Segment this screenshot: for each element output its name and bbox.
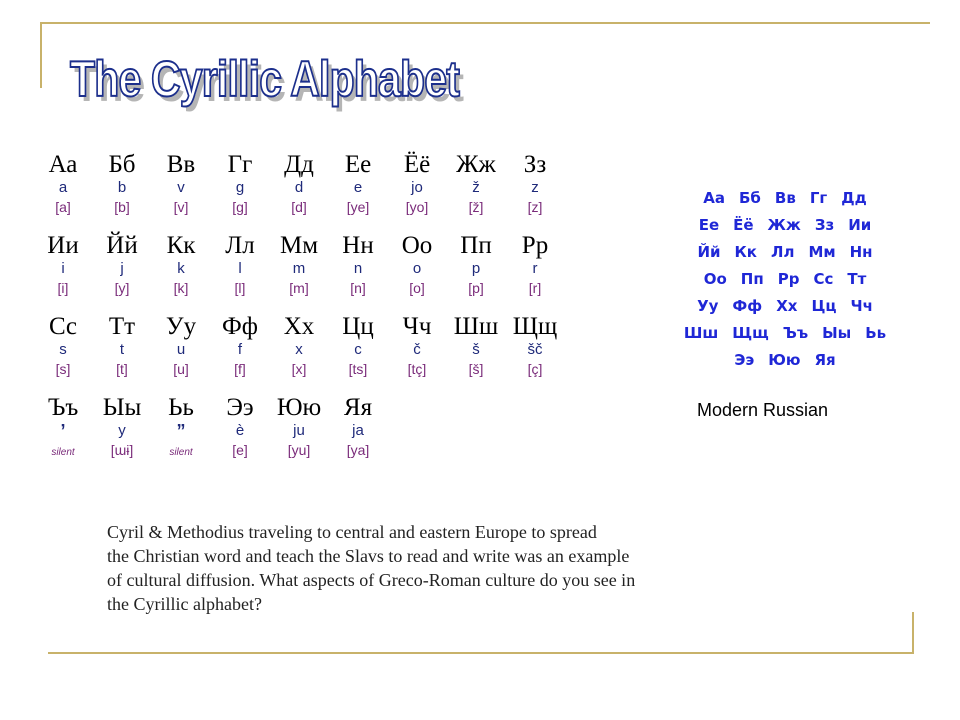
- pronunciation: [s]: [55, 361, 71, 377]
- russian-letter: Тт: [847, 270, 867, 288]
- russian-letter: Ии: [848, 216, 872, 234]
- pronunciation: [a]: [55, 199, 71, 215]
- letter-cell: [270, 231, 328, 297]
- latin-transliteration: s: [59, 341, 67, 358]
- latin-transliteration: ž: [472, 179, 480, 196]
- russian-row: [665, 293, 905, 320]
- russian-letter: Зз: [814, 216, 835, 234]
- latin-transliteration: c: [354, 341, 362, 358]
- alphabet-row: [34, 393, 594, 474]
- latin-transliteration: y: [118, 422, 126, 439]
- russian-row: [665, 239, 905, 266]
- cyrillic-letter: Вв: [166, 151, 196, 178]
- russian-letter: Ыы: [822, 324, 852, 342]
- cyrillic-letter: Кк: [166, 232, 196, 259]
- russian-letter: Йй: [697, 243, 721, 261]
- letter-cell: [329, 231, 387, 297]
- russian-letter: Ээ: [734, 351, 755, 369]
- letter-cell: [93, 150, 151, 216]
- letter-cell: [93, 231, 151, 297]
- russian-letter: Ёё: [733, 216, 754, 234]
- latin-transliteration: g: [235, 179, 245, 196]
- cyrillic-letter: Оо: [401, 232, 433, 259]
- pronunciation: [p]: [468, 280, 484, 296]
- russian-letter: Фф: [732, 297, 763, 315]
- letter-cell: [211, 150, 269, 216]
- russian-row: [665, 185, 905, 212]
- russian-letter: Бб: [738, 189, 761, 207]
- modern-russian-alphabet: [665, 185, 905, 374]
- letter-cell: [388, 312, 446, 378]
- latin-transliteration: f: [237, 341, 243, 358]
- cyrillic-letter: Ии: [47, 232, 79, 259]
- russian-letter: Хх: [776, 297, 798, 315]
- letter-cell: [329, 150, 387, 216]
- cyrillic-letter: Аа: [48, 151, 78, 178]
- pronunciation: [v]: [173, 199, 189, 215]
- pronunciation: [ç]: [527, 361, 543, 377]
- modern-russian-caption: Modern Russian: [697, 400, 829, 420]
- cyrillic-letter: Жж: [456, 151, 496, 178]
- alphabet-row: [34, 231, 594, 312]
- letter-cell: [152, 393, 210, 459]
- pronunciation: silent: [169, 447, 193, 458]
- cyrillic-letter: Йй: [106, 232, 138, 259]
- pronunciation: [ya]: [346, 442, 370, 458]
- slide-title: The Cyrillic Alphabet: [70, 51, 460, 107]
- latin-transliteration: i: [61, 260, 65, 277]
- russian-row: [665, 320, 905, 347]
- pronunciation: silent: [51, 447, 75, 458]
- letter-cell: [93, 393, 151, 459]
- letter-cell: [152, 231, 210, 297]
- letter-cell: [34, 150, 92, 216]
- pronunciation: [f]: [234, 361, 246, 377]
- latin-transliteration: l: [238, 260, 242, 277]
- latin-transliteration: v: [177, 179, 185, 196]
- letter-cell: [388, 231, 446, 297]
- pronunciation: [i]: [57, 280, 69, 296]
- letter-cell: [34, 312, 92, 378]
- latin-transliteration: è: [235, 422, 245, 439]
- latin-transliteration: k: [177, 260, 185, 277]
- russian-row: [665, 266, 905, 293]
- cyrillic-letter: Рр: [521, 232, 549, 259]
- russian-letter: Аа: [703, 189, 725, 207]
- latin-transliteration: p: [471, 260, 481, 277]
- cyrillic-letter: Хх: [283, 313, 315, 340]
- letter-cell: [34, 231, 92, 297]
- pronunciation: [u]: [173, 361, 189, 377]
- cyrillic-letter: Уу: [165, 313, 197, 340]
- latin-transliteration: j: [120, 260, 124, 277]
- pronunciation: [ye]: [346, 199, 370, 215]
- russian-letter: Вв: [774, 189, 796, 207]
- cyrillic-letter: Тт: [108, 313, 136, 340]
- latin-transliteration: m: [292, 260, 306, 277]
- latin-transliteration: jo: [411, 179, 423, 196]
- latin-transliteration: ’: [60, 421, 66, 441]
- pronunciation: [z]: [527, 199, 543, 215]
- cyrillic-letter: Ээ: [226, 394, 254, 421]
- latin-transliteration: šč: [527, 341, 543, 358]
- pronunciation: [y]: [114, 280, 130, 296]
- body-text: [107, 520, 827, 616]
- russian-letter: Ьь: [865, 324, 887, 342]
- cyrillic-letter: Фф: [222, 313, 258, 340]
- cyrillic-letter: Зз: [523, 151, 547, 178]
- pronunciation: [ɯɨ]: [110, 442, 134, 458]
- cyrillic-letter: Шш: [453, 313, 499, 340]
- letter-cell: [211, 231, 269, 297]
- body-line: the Christian word and teach the Slavs to read and write was an example: [107, 546, 630, 566]
- letter-cell: [506, 150, 564, 216]
- letter-cell: [93, 312, 151, 378]
- latin-transliteration: ”: [176, 421, 186, 441]
- russian-letter: Гг: [809, 189, 828, 207]
- cyrillic-letter: Пп: [460, 232, 492, 259]
- pronunciation: [m]: [289, 280, 309, 296]
- pronunciation: [ts]: [348, 361, 368, 377]
- cyrillic-letter: Ёё: [403, 151, 431, 178]
- cyrillic-letter: Мм: [279, 232, 319, 259]
- russian-letter: Шш: [683, 324, 719, 342]
- body-line: Cyril & Methodius traveling to central and eastern Europe to spread: [107, 522, 597, 542]
- alphabet-row: [34, 150, 594, 231]
- letter-cell: [270, 312, 328, 378]
- latin-transliteration: o: [412, 260, 422, 277]
- russian-letter: Юю: [768, 351, 801, 369]
- russian-letter: Жж: [767, 216, 801, 234]
- pronunciation: [g]: [232, 199, 248, 215]
- letter-cell: [447, 312, 505, 378]
- latin-transliteration: x: [295, 341, 303, 358]
- russian-letter: Нн: [849, 243, 873, 261]
- russian-letter: Оо: [703, 270, 727, 288]
- letter-cell: [270, 150, 328, 216]
- cyrillic-letter: Юю: [276, 394, 322, 421]
- letter-cell: [329, 393, 387, 459]
- cyrillic-letter: Лл: [225, 232, 255, 259]
- pronunciation: [o]: [409, 280, 425, 296]
- letter-cell: [270, 393, 328, 459]
- letter-cell: [506, 231, 564, 297]
- letter-cell: [211, 393, 269, 459]
- latin-transliteration: t: [119, 341, 125, 358]
- latin-transliteration: ja: [352, 422, 364, 439]
- pronunciation: [ž]: [468, 199, 484, 215]
- pronunciation: [d]: [291, 199, 307, 215]
- russian-letter: Рр: [777, 270, 800, 288]
- letter-cell: [388, 150, 446, 216]
- latin-transliteration: u: [176, 341, 186, 358]
- cyrillic-letter: Цц: [342, 313, 374, 340]
- cyrillic-letter: Чч: [402, 313, 432, 340]
- russian-letter: Мм: [808, 243, 836, 261]
- latin-transliteration: b: [117, 179, 127, 196]
- cyrillic-letter: Ьь: [168, 394, 194, 421]
- pronunciation: [k]: [173, 280, 189, 296]
- pronunciation: [yu]: [287, 442, 311, 458]
- pronunciation: [yo]: [405, 199, 429, 215]
- latin-transliteration: z: [531, 179, 539, 196]
- cyrillic-letter: Дд: [284, 151, 314, 178]
- russian-letter: Цц: [811, 297, 837, 315]
- latin-transliteration: d: [294, 179, 304, 196]
- russian-letter: Пп: [740, 270, 764, 288]
- cyrillic-letter: Щщ: [512, 313, 558, 340]
- latin-transliteration: č: [413, 341, 421, 358]
- body-line: the Cyrillic alphabet?: [107, 594, 262, 614]
- pronunciation: [e]: [232, 442, 248, 458]
- cyrillic-letter: Бб: [108, 151, 136, 178]
- cyrillic-letter: Гг: [227, 151, 253, 178]
- russian-letter: Кк: [734, 243, 757, 261]
- russian-letter: Уу: [697, 297, 719, 315]
- latin-transliteration: r: [532, 260, 538, 277]
- latin-transliteration: e: [353, 179, 363, 196]
- alphabet-grid: [34, 150, 594, 474]
- letter-cell: [211, 312, 269, 378]
- alphabet-row: [34, 312, 594, 393]
- russian-letter: Чч: [850, 297, 873, 315]
- body-line: of cultural diffusion. What aspects of Greco-Roman culture do you see in: [107, 570, 636, 590]
- latin-transliteration: n: [353, 260, 363, 277]
- russian-letter: Дд: [841, 189, 867, 207]
- cyrillic-letter: Сс: [48, 313, 78, 340]
- pronunciation: [x]: [291, 361, 307, 377]
- slide-frame-top: [40, 22, 930, 24]
- letter-cell: [447, 150, 505, 216]
- slide-frame-bottom: [48, 652, 914, 654]
- cyrillic-letter: Ыы: [102, 394, 142, 421]
- slide-frame-right: [912, 612, 914, 654]
- pronunciation: [š]: [468, 361, 484, 377]
- cyrillic-letter: Ъъ: [47, 394, 79, 421]
- russian-letter: Щщ: [732, 324, 769, 342]
- cyrillic-letter: Нн: [342, 232, 374, 259]
- russian-letter: Яя: [814, 351, 836, 369]
- pronunciation: [t]: [116, 361, 128, 377]
- latin-transliteration: š: [472, 341, 480, 358]
- pronunciation: [l]: [234, 280, 246, 296]
- letter-cell: [447, 231, 505, 297]
- letter-cell: [329, 312, 387, 378]
- slide-frame-left: [40, 22, 42, 88]
- letter-cell: [506, 312, 564, 378]
- russian-letter: Ъъ: [782, 324, 809, 342]
- letter-cell: [152, 150, 210, 216]
- letter-cell: [152, 312, 210, 378]
- russian-letter: Ее: [698, 216, 720, 234]
- cyrillic-letter: Ее: [344, 151, 372, 178]
- pronunciation: [n]: [350, 280, 366, 296]
- letter-cell: [34, 393, 92, 459]
- latin-transliteration: a: [58, 179, 68, 196]
- pronunciation: [r]: [528, 280, 542, 296]
- cyrillic-letter: Яя: [343, 394, 373, 421]
- pronunciation: [b]: [114, 199, 130, 215]
- pronunciation: [tç]: [407, 361, 427, 377]
- russian-row: [665, 212, 905, 239]
- russian-letter: Лл: [770, 243, 795, 261]
- russian-letter: Сс: [813, 270, 834, 288]
- latin-transliteration: ju: [293, 422, 305, 439]
- russian-row: [665, 347, 905, 374]
